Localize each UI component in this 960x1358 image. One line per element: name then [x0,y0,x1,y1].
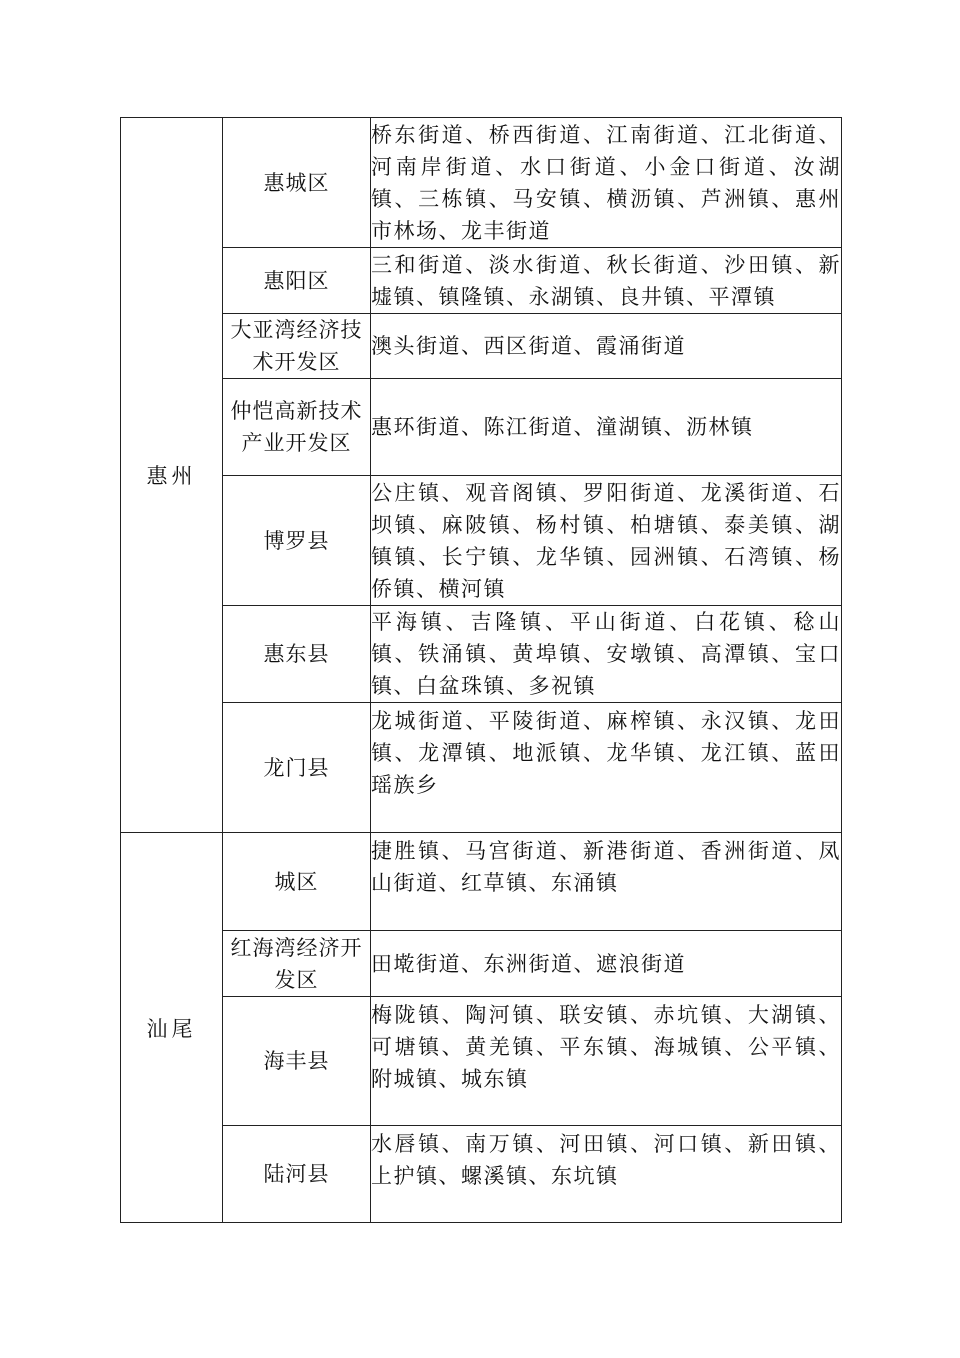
towns-cell: 捷胜镇、马宫街道、新港街道、香洲街道、凤山街道、红草镇、东涌镇 [371,833,842,931]
city-cell: 惠州 [121,118,223,833]
city-cell: 汕尾 [121,833,223,1223]
table-row [121,606,842,703]
district-cell: 龙门县 [223,703,371,833]
district-cell: 陆河县 [223,1126,371,1223]
towns-cell: 梅陇镇、陶河镇、联安镇、赤坑镇、大湖镇、可塘镇、黄羌镇、平东镇、海城镇、公平镇、附城镇、城东镇 [371,997,842,1126]
table-row [121,931,842,997]
towns-cell: 澳头街道、西区街道、霞涌街道 [371,314,842,379]
towns-cell: 公庄镇、观音阁镇、罗阳街道、龙溪街道、石坝镇、麻陂镇、杨村镇、柏塘镇、泰美镇、湖镇镇、长宁镇、龙华镇、园洲镇、石湾镇、杨侨镇、横河镇 [371,476,842,606]
table-row [121,379,842,476]
table-row [121,997,842,1126]
towns-cell: 惠环街道、陈江街道、潼湖镇、沥林镇 [371,379,842,476]
district-cell: 惠城区 [223,118,371,248]
towns-cell: 三和街道、淡水街道、秋长街道、沙田镇、新墟镇、镇隆镇、永湖镇、良井镇、平潭镇 [371,248,842,314]
district-cell: 大亚湾经济技术开发区 [223,314,371,379]
table-row [121,1126,842,1223]
table-row [121,248,842,314]
district-table [120,117,842,1223]
district-cell: 惠阳区 [223,248,371,314]
towns-cell: 桥东街道、桥西街道、江南街道、江北街道、河南岸街道、水口街道、小金口街道、汝湖镇、三栋镇、马安镇、横沥镇、芦洲镇、惠州市林场、龙丰街道 [371,118,842,248]
towns-cell: 平海镇、吉隆镇、平山街道、白花镇、稔山镇、铁涌镇、黄埠镇、安墩镇、高潭镇、宝口镇、白盆珠镇、多祝镇 [371,606,842,703]
district-cell: 城区 [223,833,371,931]
towns-cell: 水唇镇、南万镇、河田镇、河口镇、新田镇、上护镇、螺溪镇、东坑镇 [371,1126,842,1223]
towns-cell: 龙城街道、平陵街道、麻榨镇、永汉镇、龙田镇、龙潭镇、地派镇、龙华镇、龙江镇、蓝田瑶族乡 [371,703,842,833]
district-cell: 红海湾经济开发区 [223,931,371,997]
district-cell: 惠东县 [223,606,371,703]
table-row [121,476,842,606]
table-row [121,833,842,931]
table-row [121,118,842,248]
district-cell: 仲恺高新技术产业开发区 [223,379,371,476]
district-cell: 博罗县 [223,476,371,606]
table-row [121,314,842,379]
table-row [121,703,842,833]
towns-cell: 田墘街道、东洲街道、遮浪街道 [371,931,842,997]
district-cell: 海丰县 [223,997,371,1126]
